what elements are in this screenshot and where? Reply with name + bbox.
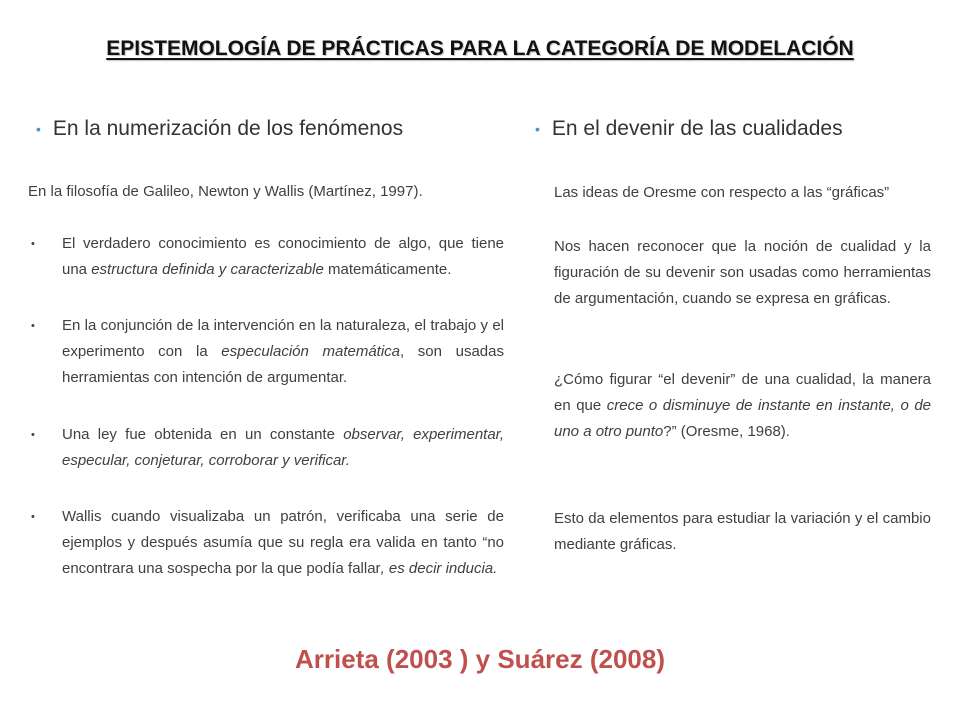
right-para-3: ¿Cómo figurar “el devenir” de una cualidad, la manera en que crece o disminuye de instante en instante, o de uno a otro punto?” (Oresme, 1968). — [554, 371, 931, 440]
left-intro: En la filosofía de Galileo, Newton y Wallis (Martínez, 1997). — [28, 183, 423, 200]
right-para-4: Esto da elementos para estudiar la variación y el cambio mediante gráficas. — [554, 510, 931, 553]
right-heading-text: En el devenir de las cualidades — [551, 117, 843, 140]
right-heading — [535, 117, 843, 141]
bullet-text: El verdadero conocimiento es conocimiento de algo, que tiene una estructura definida y caracterizable matemáticamente. — [62, 235, 504, 278]
citation: Arrieta (2003 ) y Suárez (2008) — [295, 644, 665, 674]
bullet-icon: • — [31, 511, 35, 523]
bullet-icon: • — [31, 320, 35, 332]
left-heading — [36, 117, 403, 141]
heading-bullet-icon: • — [36, 121, 41, 137]
slide-title: EPISTEMOLOGÍA DE PRÁCTICAS PARA LA CATEGORÍA DE MODELACIÓN — [106, 37, 854, 60]
bullet-text: Una ley fue obtenida en un constante observar, experimentar, especular, conjeturar, corroborar y verificar. — [62, 426, 505, 469]
bullet-icon: • — [31, 429, 35, 441]
bullet-icon: • — [31, 238, 35, 250]
heading-bullet-icon: • — [535, 121, 540, 137]
right-para-2: Nos hacen reconocer que la noción de cualidad y la figuración de su devenir son usadas como herramientas de argumentación, cuando se expresa en gráficas. — [554, 238, 931, 307]
bullet-text: Wallis cuando visualizaba un patrón, verificaba una serie de ejemplos y después asumía que su regla era valida en tanto “no encontrara una sospecha por la que podía fallar, es decir inducia. — [62, 508, 504, 577]
left-heading-text: En la numerización de los fenómenos — [52, 117, 404, 140]
right-para-1: Las ideas de Oresme con respecto a las “gráficas” — [554, 184, 890, 201]
bullet-text: En la conjunción de la intervención en la naturaleza, el trabajo y el experimento con la especulación matemática, son usadas herramientas con intención de argumentar. — [62, 317, 504, 386]
